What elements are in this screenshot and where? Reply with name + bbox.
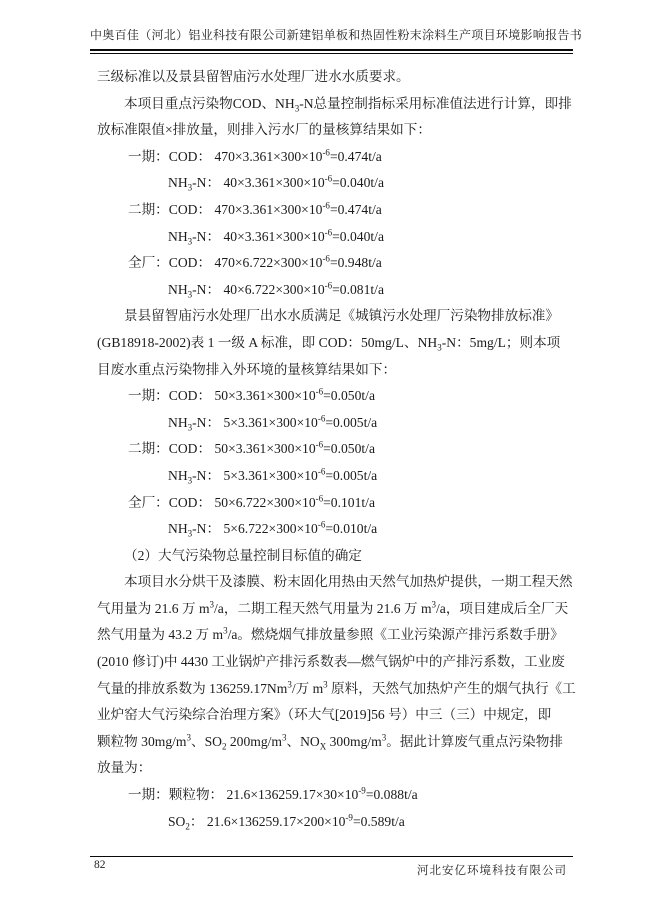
text-line: 二期：COD： $50\times 3.361\times 300\times 10^{-6}=0.050t/a$ (128, 439, 375, 457)
text-line: $NH_3-N$： $5\times 6.722\times 300\times 10^{-6}=0.010t/a$ (168, 519, 378, 539)
text-line: 全厂：COD： $50\times 6.722\times 300\times 10^{-6}=0.101t/a$ (128, 492, 375, 510)
superscript: 3 (287, 679, 292, 690)
superscript: 3 (282, 732, 287, 743)
text-line: 一期：COD： $50\times 3.361\times 300\times 10^{-6}=0.050t/a$ (128, 386, 375, 404)
superscript: -6 (317, 466, 326, 477)
subscript: 3 (187, 289, 193, 300)
text-line: $NH_3-N$： $40\times 6.722\times 300\times 10^{-6}=0.081t/a$ (168, 280, 384, 300)
superscript: -9 (358, 785, 366, 796)
text-line: 一期：颗粒物： $21.6\times 136259.17\times 30\times 10^{-9}=0.088t/a$ (128, 785, 418, 803)
text-line: (GB18918-2002)表 1 一级 A 标准，即 COD：50mg/L、$NH_3-N$：5mg/L；则本项 (97, 334, 561, 353)
superscript: -6 (324, 173, 333, 184)
text-line: 二期：COD： $470\times 3.361\times 300\times 10^{-6}=0.474t/a$ (128, 200, 382, 217)
superscript: -6 (317, 519, 326, 530)
text-line: 景县留智庙污水处理厂出水水质满足《城镇污水处理厂污染物排放标准》 (124, 308, 559, 324)
text-line: 放标准限值×排放量，则排入污水厂的量核算结果如下： (97, 122, 431, 138)
superscript: -6 (324, 280, 333, 291)
superscript: 3 (223, 625, 228, 636)
text-line: 目废水重点污染物排入外环境的量核算结果如下： (97, 361, 397, 377)
superscript: 3 (186, 732, 191, 743)
text-line: 气用量为 21.6 万 $m^3/a$，二期工程天然气用量为 21.6 万 $m^3/a$，项目建成后全厂天 (97, 599, 569, 616)
superscript: 3 (381, 732, 387, 743)
text-line: 全厂：COD： $470\times 6.722\times 300\times 10^{-6}=0.948t/a$ (128, 253, 382, 271)
subscript: 3 (187, 422, 193, 433)
text-line: 放量为： (97, 760, 152, 776)
subscript: X (319, 741, 327, 752)
footer-company: 河北安亿环境科技有限公司 (417, 865, 567, 877)
superscript: -6 (322, 253, 330, 264)
superscript: -6 (324, 227, 333, 238)
superscript: 3 (209, 599, 215, 610)
superscript: 3 (323, 679, 328, 690)
subscript: 2 (185, 821, 190, 832)
text-line: 本项目水分烘干及漆膜、粉末固化用热由天然气加热炉提供，一期工程天然 (124, 574, 573, 590)
superscript: -6 (315, 386, 324, 397)
text-line: 业炉窑大气污染综合治理方案》（环大气[2019]56 号）中三（三）中规定，即 (97, 707, 552, 723)
subscript: 3 (187, 183, 193, 194)
subscript: 3 (294, 103, 300, 114)
page-footer (90, 856, 573, 878)
text-line: 然气用量为 43.2 万 $m^3/a$。燃烧烟气排放量参照《工业污染源产排污系数手册》 (97, 625, 564, 643)
text-line: 一期：COD： $470\times 3.361\times 300\times 10^{-6}=0.474t/a$ (128, 147, 382, 164)
header-rule (90, 49, 573, 54)
text-line: $SO_2$： $21.6\times 136259.17\times 200\times 10^{-9}=0.589t/a$ (168, 812, 405, 832)
page-header (90, 0, 583, 54)
superscript: -6 (315, 492, 324, 503)
text-line: 三级标准以及景县留智庙污水处理厂进水水质要求。 (97, 69, 410, 84)
superscript: -6 (315, 439, 324, 450)
text-line: $NH_3-N$： $5\times 3.361\times 300\times 10^{-6}=0.005t/a$ (168, 466, 378, 486)
document-body (97, 64, 576, 835)
subscript: 2 (221, 741, 227, 752)
text-line: （2）大气污染物总量控制目标值的确定 (124, 547, 362, 563)
superscript: -9 (345, 812, 353, 823)
header-title: 中奥百佳（河北）铝业科技有限公司新建铝单板和热固性粉末涂料生产项目环境影响报告书 (90, 28, 583, 42)
text-line: (2010 修订)中 4430 工业锅炉产排污系数表—燃气锅炉中的产排污系数，工业废 (97, 654, 565, 670)
text-line: $NH_3-N$： $40\times 3.361\times 300\times 10^{-6}=0.040t/a$ (168, 173, 384, 194)
superscript: 3 (431, 599, 437, 610)
text-line: $NH_3-N$： $40\times 3.361\times 300\times 10^{-6}=0.040t/a$ (168, 227, 384, 247)
footer-row (90, 857, 573, 878)
superscript: -6 (317, 413, 326, 424)
subscript: 3 (187, 528, 193, 539)
text-line: 本项目重点污染物COD、$NH_3-N$总量控制指标采用标准值法进行计算，即排 (124, 95, 572, 114)
text-line: 气量的排放系数为 136259.17Nm$^3$/万 $m^3$ 原料，天然气加热炉产生的烟气执行《工 (97, 679, 576, 696)
superscript: -6 (322, 200, 330, 211)
subscript: 3 (187, 475, 193, 486)
text-line: $NH_3-N$： $5\times 3.361\times 300\times 10^{-6}=0.005t/a$ (168, 413, 378, 433)
subscript: 3 (437, 342, 442, 353)
page-number: 82 (94, 859, 106, 871)
subscript: 3 (187, 236, 193, 247)
superscript: -6 (322, 147, 330, 158)
text-line: 颗粒物 $30mg/m^3$、$SO_2$ $200mg/m^3$、$NO_X$ $300mg/m^3$。据此计算废气重点污染物排 (97, 732, 563, 752)
